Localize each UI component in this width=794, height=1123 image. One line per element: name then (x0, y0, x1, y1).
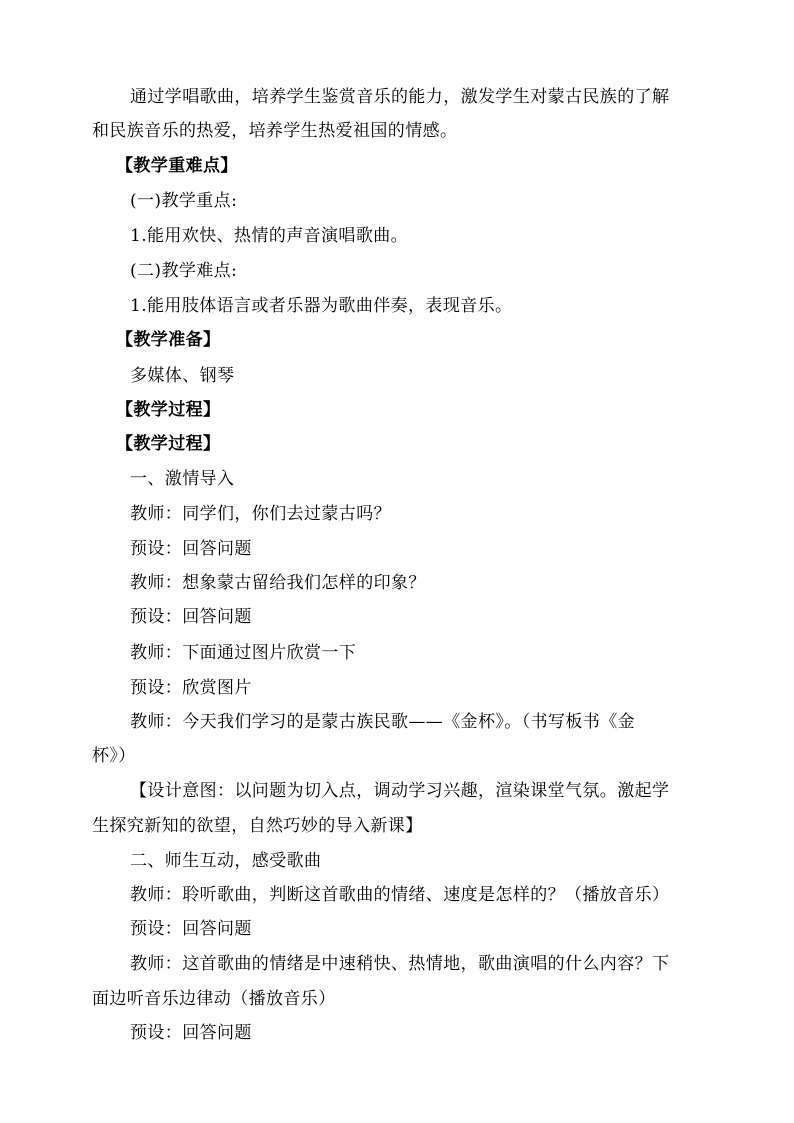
subheading: (二)教学难点: (130, 261, 238, 281)
subheading: (一)教学重点: (130, 191, 238, 211)
dialogue-line: 预设：回答问题 (130, 919, 252, 939)
paragraph-line: 通过学唱歌曲，培养学生鉴赏音乐的能力，激发学生对蒙古民族的了解 (130, 87, 670, 107)
dialogue-line: 杯》） (92, 746, 136, 766)
paragraph-line: 1.能用肢体语言或者乐器为歌曲伴奏，表现音乐。 (130, 296, 513, 316)
section-heading: 【教学重难点】 (116, 156, 238, 176)
dialogue-line: 预设：回答问题 (130, 1023, 252, 1043)
paragraph-line: 和民族音乐的热爱，培养学生热爱祖国的情感。 (92, 121, 458, 141)
paragraph-line: 1.能用欢快、热情的声音演唱歌曲。 (130, 226, 409, 246)
design-note: 【设计意图：以问题为切入点，调动学习兴趣，渲染课堂气氛。激起学 (130, 781, 670, 801)
paragraph-line: 多媒体、钢琴 (130, 366, 235, 386)
dialogue-line: 教师：聆听歌曲，判断这首歌曲的情绪、速度是怎样的？（播放音乐） (130, 885, 670, 905)
dialogue-line: 预设：回答问题 (130, 607, 252, 627)
design-note: 生探究新知的欲望，自然巧妙的导入新课】 (92, 816, 423, 836)
dialogue-line: 教师：下面通过图片欣赏一下 (130, 643, 357, 663)
dialogue-line: 预设：回答问题 (130, 539, 252, 559)
dialogue-line: 教师：同学们，你们去过蒙古吗？ (130, 504, 391, 524)
section-heading: 【教学过程】 (116, 400, 221, 420)
dialogue-line: 教师：今天我们学习的是蒙古族民歌——《金杯》。（书写板书《金 (130, 712, 635, 732)
dialogue-line: 面边听音乐边律动（播放音乐） (92, 989, 336, 1009)
dialogue-line: 预设：欣赏图片 (130, 678, 252, 698)
dialogue-line: 教师：这首歌曲的情绪是中速稍快、热情地，歌曲演唱的什么内容？下 (130, 954, 670, 974)
paragraph-line: 二、师生互动，感受歌曲 (130, 851, 322, 871)
section-heading: 【教学过程】 (116, 434, 221, 454)
paragraph-line: 一、激情导入 (130, 469, 235, 489)
dialogue-line: 教师：想象蒙古留给我们怎样的印象？ (130, 573, 426, 593)
section-heading: 【教学准备】 (116, 330, 221, 350)
